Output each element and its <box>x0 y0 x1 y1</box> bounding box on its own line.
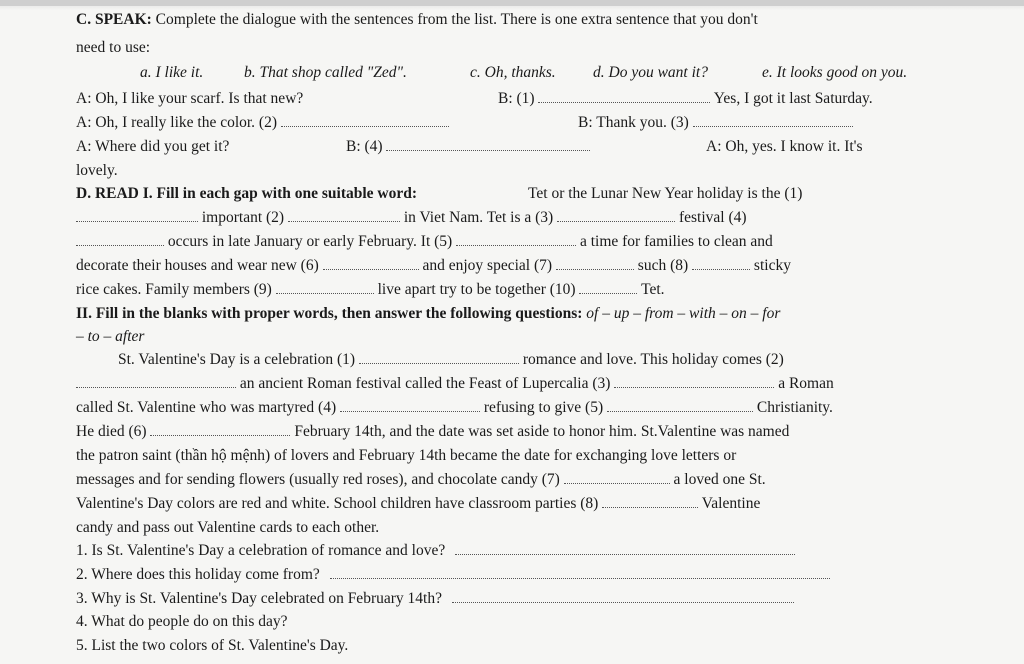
read-p1-l4-b: and enjoy special (7) <box>422 257 553 274</box>
blank-read1-8[interactable] <box>692 257 750 270</box>
read-p1-line3 <box>76 232 773 252</box>
speak-option-c: c. Oh, thanks. <box>470 64 556 81</box>
blank-read1-10[interactable] <box>579 281 637 294</box>
read-p2-l7-b: Valentine <box>701 495 761 512</box>
dialogue-b1-suffix: Yes, I got it last Saturday. <box>713 90 873 107</box>
read-p2-line2 <box>76 374 834 394</box>
read-part2-title-line <box>76 304 780 324</box>
read-p1-line5 <box>76 280 665 300</box>
read-p2-l3-a: called St. Valentine who was martyred (4) <box>76 399 337 416</box>
dialogue-a4-line2: lovely. <box>76 162 118 179</box>
read-p1-line1-text: Tet or the Lunar New Year holiday is the (1) <box>528 185 803 202</box>
blank-read1-5[interactable] <box>456 233 576 246</box>
read-p1-l4-c: such (8) <box>637 257 689 274</box>
read-p2-line7 <box>76 494 760 514</box>
dialogue-a4-line1: A: Oh, yes. I know it. It's <box>706 138 863 155</box>
blank-read2-3[interactable] <box>614 375 774 388</box>
answer-blank-1[interactable] <box>455 542 795 555</box>
blank-read2-6[interactable] <box>150 423 290 436</box>
question-1 <box>76 541 795 561</box>
read-p2-line4 <box>76 422 789 442</box>
question-3-text: 3. Why is St. Valentine's Day celebrated on February 14th? <box>76 590 442 607</box>
read-part2-words: of – up – from – with – on – for <box>586 305 781 322</box>
speak-instruction-line2: need to use: <box>76 39 151 56</box>
read-p2-l6-b: a loved one St. <box>673 471 766 488</box>
read-p2-l7-a: Valentine's Day colors are red and white. School children have classroom parties (8) <box>76 495 599 512</box>
read-p1-l2-a: important (2) <box>201 209 285 226</box>
read-p2-l4-b: February 14th, and the date was set aside to honor him. St.Valentine was named <box>294 423 790 440</box>
dialogue-b3 <box>346 137 590 157</box>
read-p2-l3-b: refusing to give (5) <box>483 399 604 416</box>
read-p1-line4 <box>76 256 791 276</box>
dialogue-a3: A: Where did you get it? <box>76 138 230 155</box>
blank-read1-4[interactable] <box>76 233 164 246</box>
read-p1-l5-b: live apart try to be together (10) <box>377 281 576 298</box>
read-p2-l1-a: St. Valentine's Day is a celebration (1) <box>118 351 356 368</box>
blank-read1-6[interactable] <box>323 257 419 270</box>
read-p1-l5-a: rice cakes. Family members (9) <box>76 281 272 298</box>
speak-heading: C. SPEAK: <box>76 11 152 28</box>
read-p1-l2-b: in Viet Nam. Tet is a (3) <box>403 209 554 226</box>
blank-read2-7[interactable] <box>564 471 670 484</box>
question-2 <box>76 565 830 585</box>
read-part1-title: I. Fill in each gap with one suitable word: <box>142 185 418 202</box>
blank-speak-1[interactable] <box>538 90 710 103</box>
scan-top-edge <box>0 0 1024 6</box>
read-p2-line6 <box>76 470 766 490</box>
speak-option-d: d. Do you want it? <box>593 64 708 81</box>
read-p1-l2-c: festival (4) <box>678 209 747 226</box>
blank-read2-1[interactable] <box>359 351 519 364</box>
question-3 <box>76 589 794 609</box>
read-p2-line8: candy and pass out Valentine cards to each other. <box>76 519 380 536</box>
read-p2-line3 <box>76 398 833 418</box>
blank-read1-9[interactable] <box>276 281 374 294</box>
read-p1-line2 <box>76 208 747 228</box>
read-p2-line5: the patron saint (thần hộ mệnh) of lovers and February 14th became the date for exchanging love letters or <box>76 447 737 464</box>
read-p2-l4-a: He died (6) <box>76 423 147 440</box>
question-2-text: 2. Where does this holiday come from? <box>76 566 320 583</box>
blank-speak-4[interactable] <box>386 138 590 151</box>
question-1-text: 1. Is St. Valentine's Day a celebration of romance and love? <box>76 542 446 559</box>
blank-read2-2[interactable] <box>76 375 236 388</box>
read-part1-line1 <box>76 184 417 204</box>
read-p2-l2-b: a Roman <box>778 375 834 392</box>
read-p2-l1-b: romance and love. This holiday comes (2) <box>522 351 784 368</box>
question-5-text: 5. List the two colors of St. Valentine's Day. <box>76 637 349 654</box>
blank-read2-5[interactable] <box>607 399 753 412</box>
read-part2-title: II. Fill in the blanks with proper words, then answer the following questions: <box>76 305 583 322</box>
blank-speak-3[interactable] <box>693 114 853 127</box>
dialogue-a2 <box>76 113 449 133</box>
speak-option-a: a. I like it. <box>140 64 204 81</box>
blank-speak-2[interactable] <box>281 114 449 127</box>
blank-read1-1[interactable] <box>76 209 198 222</box>
read-p1-l3-b: a time for families to clean and <box>579 233 773 250</box>
read-p1-l5-c: Tet. <box>641 281 665 298</box>
blank-read2-4[interactable] <box>340 399 480 412</box>
dialogue-b3-prefix: B: (4) <box>346 138 383 155</box>
read-p2-l2-a: an ancient Roman festival called the Feast of Lupercalia (3) <box>239 375 611 392</box>
dialogue-b2 <box>578 113 853 133</box>
speak-instruction-text: Complete the dialogue with the sentences from the list. There is one extra sentence that you don't <box>155 11 758 28</box>
dialogue-b2-prefix: B: Thank you. (3) <box>578 114 689 131</box>
question-5 <box>76 636 348 656</box>
dialogue-a1: A: Oh, I like your scarf. Is that new? <box>76 90 304 107</box>
blank-read1-2[interactable] <box>288 209 400 222</box>
speak-option-e: e. It looks good on you. <box>762 64 908 81</box>
read-p1-l3-a: occurs in late January or early February. It (5) <box>167 233 453 250</box>
read-p1-l4-a: decorate their houses and wear new (6) <box>76 257 319 274</box>
read-p1-l4-d: sticky <box>753 257 791 274</box>
speak-option-b: b. That shop called "Zed". <box>244 64 407 81</box>
dialogue-b1-prefix: B: (1) <box>498 90 535 107</box>
read-p2-l3-c: Christianity. <box>756 399 833 416</box>
blank-read1-3[interactable] <box>557 209 675 222</box>
read-p2-l6-a: messages and for sending flowers (usually red roses), and chocolate candy (7) <box>76 471 560 488</box>
read-heading: D. READ <box>76 185 139 202</box>
read-p2-line1 <box>118 350 784 370</box>
dialogue-b1 <box>498 89 873 109</box>
blank-read1-7[interactable] <box>556 257 634 270</box>
answer-blank-2[interactable] <box>330 566 830 579</box>
speak-instruction-line1 <box>76 10 758 30</box>
answer-blank-3[interactable] <box>452 590 794 603</box>
dialogue-a2-prefix: A: Oh, I really like the color. (2) <box>76 114 278 131</box>
question-4-text: 4. What do people do on this day? <box>76 613 288 630</box>
blank-read2-8[interactable] <box>602 495 698 508</box>
read-part2-words-line2: – to – after <box>76 328 145 345</box>
question-4 <box>76 612 288 632</box>
